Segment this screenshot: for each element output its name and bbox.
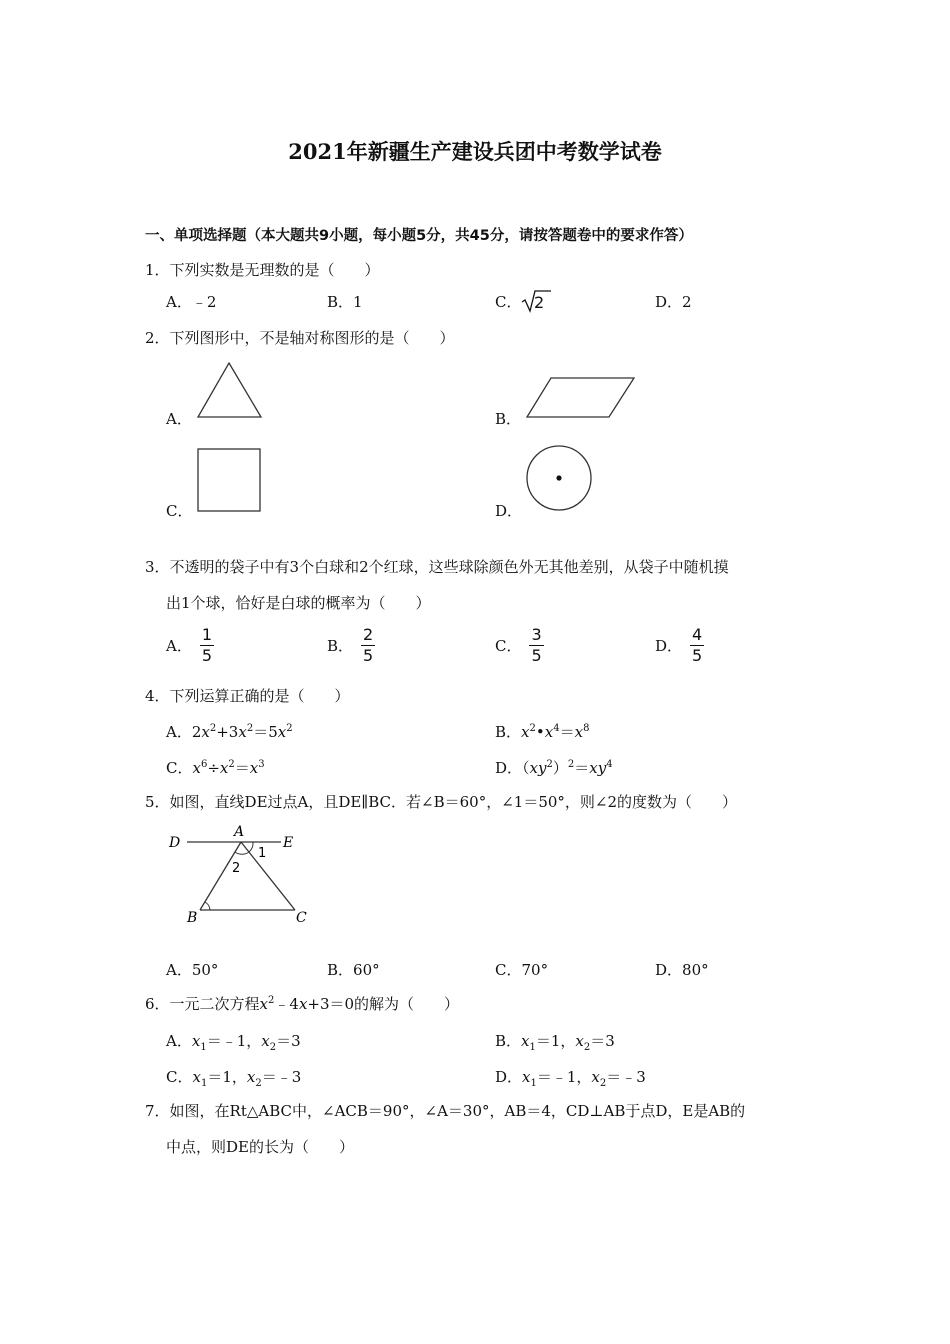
- q6-option-b[interactable]: B．$x_1=1$，$x_2=3$: [495, 1032, 615, 1053]
- q2-option-d[interactable]: D．: [495, 502, 523, 520]
- q2-option-a[interactable]: A．: [166, 410, 192, 428]
- question-3-stem-line1: 3．不透明的袋子中有3个白球和2个红球，这些球除颜色外无其他差别，从袋子中随机摸: [145, 558, 729, 576]
- question-4-stem: 4．下列运算正确的是（ ）: [145, 687, 350, 705]
- label-2: 2: [232, 861, 241, 876]
- q1-option-d[interactable]: D．2: [655, 293, 692, 311]
- q6-option-d[interactable]: D．$x_1=﹣1$，$x_2=﹣3$: [495, 1068, 646, 1089]
- q3-option-c-label: C．: [495, 637, 522, 655]
- q4-option-a[interactable]: A．$2x^2+3x^2=5x^2$: [166, 723, 293, 741]
- q3-option-b[interactable]: [327, 627, 375, 664]
- label-D: D: [169, 835, 181, 851]
- page-title: 2021年新疆生产建设兵团中考数学试卷: [288, 139, 662, 164]
- q3-option-a-label: A．: [166, 637, 192, 655]
- question-7-stem-line2: 中点，则DE的长为（ ）: [166, 1138, 354, 1156]
- label-B: B: [187, 910, 198, 926]
- q3-option-b-label: B．: [327, 637, 354, 655]
- q3-option-c-fraction: $\frac{3}{5}$: [531, 625, 542, 665]
- q1-option-c-label: C．: [495, 293, 522, 311]
- parallelogram-figure: [524, 375, 638, 420]
- q6-option-c[interactable]: C．$x_1=1$，$x_2=﹣3$: [166, 1068, 302, 1089]
- q6-option-a[interactable]: A．$x_1=﹣1$，$x_2=3$: [166, 1032, 301, 1053]
- q4-option-c[interactable]: C．$x^6\div x^2=x^3$: [166, 759, 265, 777]
- angle-diagram: [165, 822, 325, 930]
- q3-option-a[interactable]: [166, 627, 214, 664]
- label-E: E: [283, 835, 294, 851]
- q5-option-c[interactable]: C．70°: [495, 961, 549, 979]
- q4-option-d[interactable]: D．$(xy^2)^2=xy^4$: [495, 759, 613, 777]
- q3-option-b-fraction: $\frac{2}{5}$: [363, 625, 374, 665]
- square-figure: [196, 447, 264, 513]
- q5-option-b[interactable]: B．60°: [327, 961, 380, 979]
- q3-option-c[interactable]: [495, 627, 544, 664]
- section-heading: 一、单项选择题（本大题共9小题，每小题5分，共45分，请按答题卷中的要求作答）: [145, 228, 693, 244]
- q2-option-b[interactable]: B．: [495, 410, 522, 428]
- question-5-stem: 5．如图，直线DE过点A，且DE∥BC．若∠B＝60°，∠1＝50°，则∠2的度数为（ ）: [145, 793, 738, 811]
- q5-option-d[interactable]: D．80°: [655, 961, 709, 979]
- question-6-stem: 6．一元二次方程$x^2﹣4x+3=0$的解为（ ）: [145, 995, 460, 1013]
- q1-option-b[interactable]: B．1: [327, 293, 363, 311]
- q3-option-a-fraction: $\frac{1}{5}$: [201, 625, 213, 665]
- question-1-stem: 1．下列实数是无理数的是（ ）: [145, 261, 380, 279]
- label-A: A: [234, 824, 245, 840]
- q4-option-b[interactable]: B．$x^2•x^4=x^8$: [495, 723, 590, 741]
- q1-option-c-radicand: 2: [534, 293, 545, 312]
- q3-option-d-fraction: $\frac{4}{5}$: [692, 625, 703, 665]
- circle-figure: [525, 444, 595, 514]
- label-C: C: [296, 910, 307, 926]
- q3-option-d-label: D．: [655, 637, 683, 655]
- q5-option-a[interactable]: A．50°: [166, 961, 219, 979]
- question-7-stem-line1: 7．如图，在Rt△ABC中，∠ACB＝90°，∠A＝30°，AB＝4，CD⊥AB于点D，E是AB的: [145, 1102, 746, 1120]
- q1-option-a[interactable]: A．﹣2: [166, 293, 217, 311]
- q3-option-d[interactable]: [655, 627, 704, 664]
- q2-option-c[interactable]: C．: [166, 502, 193, 520]
- question-2-stem: 2．下列图形中，不是轴对称图形的是（ ）: [145, 329, 455, 347]
- triangle-figure: [195, 360, 265, 420]
- q1-option-c[interactable]: [495, 291, 521, 312]
- question-3-stem-line2: 出1个球，恰好是白球的概率为（ ）: [166, 594, 431, 612]
- label-1: 1: [258, 846, 267, 861]
